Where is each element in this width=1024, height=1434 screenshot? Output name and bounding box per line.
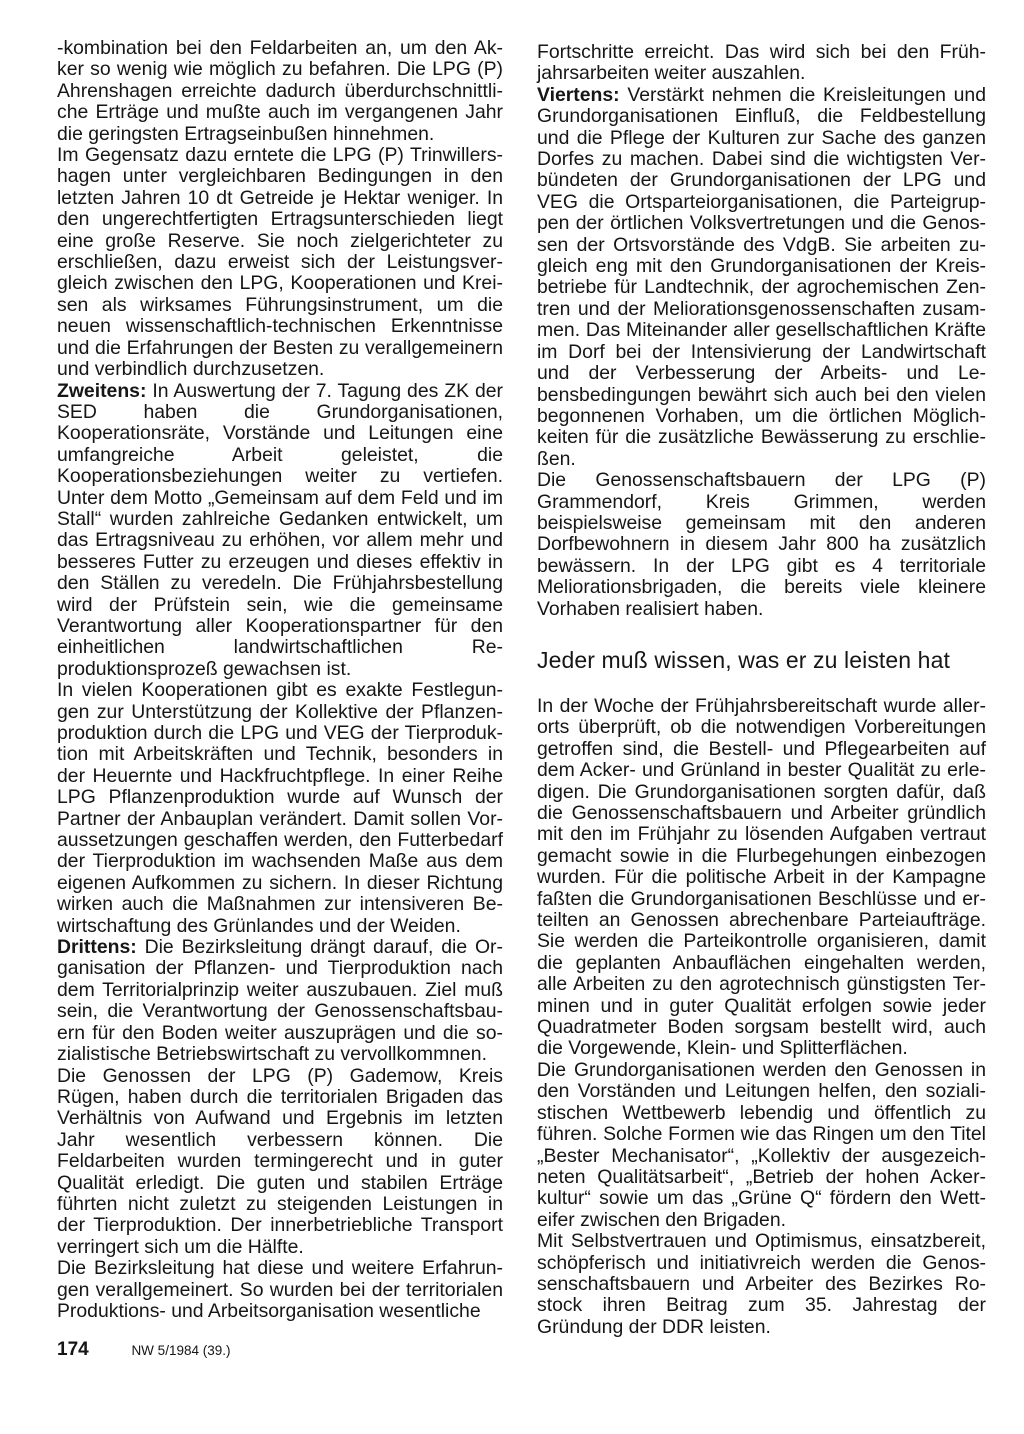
paragraph: Im Gegensatz dazu erntete die LPG (P) Trinwillershagen unter vergleichbaren Bedingungen in den letzten Jahren 10 dt Getreide je Hektar weniger. In den ungerechtfertigten Ertragsunterschieden liegt eine große Reserve. Sie noch zielgerichteter zu erschließen, dazu erweist sich der Leistungsvergleich zwischen den LPG, Kooperationen und Kreisen als wirksames Führungsinstrument, um die neuen wissenschaftlich-technischen Erkenntnisse und die Erfahrungen der Besten zu verallgemeinern und verbindlich durchzusetzen. xyxy=(57,144,503,381)
issue-reference: NW 5/1984 (39.) xyxy=(131,1343,231,1358)
paragraph xyxy=(57,381,503,681)
left-column xyxy=(57,38,503,1322)
paragraph: Die Grundorganisationen werden den Genossen in den Vorständen und Leitungen helfen, den sozialistischen Wettbewerb lebendig und öffentlich zu führen. Solche Formen wie das Ringen um den Titel „Bester Mechanisator“, „Kollektiv der ausgezeichneten Qualitätsarbeit“, „Betrieb der hohen Ackerkultur“ sowie um das „Grüne Q“ fördern den Wetteifer zwischen den Brigaden. xyxy=(537,1058,986,1231)
paragraph-lead: Viertens: xyxy=(537,83,620,106)
paragraph: In der Woche der Frühjahrsbereitschaft wurde allerorts überprüft, ob die notwendigen Vorbereitungen getroffen sind, die Bestell- und Pflegearbeiten auf dem Acker- und Grünland in bester Qualität zu erledigen. Die Grundorganisationen sorgten dafür, daß die Genossenschaftsbauern und Arbeiter gründlich mit den im Frühjahr zu lösenden Aufgaben vertraut gemacht sowie in die Flurbegehungen einbezogen wurden. Für die politische Arbeit in der Kampagne faßten die Grundorganisationen Beschlüsse und erteilten an Genossen abrechenbare Parteiaufträge. Sie werden die Parteikontrolle organisieren, damit die geplanten Anbauflächen eingehalten werden, alle Arbeiten zu den agrotechnisch günstigsten Terminen und in guter Qualität erfolgen sowie jeder Quadratmeter Boden sorgsam bestellt wird, auch die Vorgewende, Klein- und Splitterflächen. xyxy=(537,694,986,1060)
paragraph: Die Genossenschaftsbauern der LPG (P) Grammendorf, Kreis Grimmen, werden beispielsweise gemeinsam mit den anderen Dorfbewohnern in diesem Jahr 800 ha zusätzlich bewässern. In der LPG gibt es 4 territoriale Meliorationsbrigaden, die bereits viele kleinere Vorhaben realisiert haben. xyxy=(537,469,986,620)
section-heading: Jeder muß wissen, was er zu leisten hat xyxy=(537,646,950,673)
paragraph xyxy=(537,85,986,470)
right-column xyxy=(537,42,986,1338)
paragraph: Mit Selbstvertrauen und Optimismus, einsatzbereit, schöpferisch und initiativreich werden die Genossenschaftsbauern und Arbeiter des Bezirkes Rostock ihren Beitrag zum 35. Jahrestag der Gründung der DDR leisten. xyxy=(537,1230,986,1338)
page-number: 174 xyxy=(57,1339,89,1360)
page-footer xyxy=(57,1339,230,1362)
paragraph: In vielen Kooperationen gibt es exakte Festlegungen zur Unterstützung der Kollektive der Pflanzenproduktion durch die LPG und VEG der Tierproduktion mit Arbeitskräften und Technik, besonders in der Heuernte und Hackfruchtpflege. In einer Reihe LPG Pflanzenproduktion wurde auf Wunsch der Partner der Anbauplan verändert. Damit sollen Voraussetzungen geschaffen werden, den Futterbedarf der Tierproduktion im wachsenden Maße aus dem eigenen Aufkommen zu sichern. In dieser Richtung wirken auch die Maßnahmen zur intensiveren Bewirtschaftung des Grünlandes und der Weiden. xyxy=(57,679,503,937)
paragraph-text: In Auswertung der 7. Tagung des ZK der SED haben die Grundorganisationen, Kooperationsräte, Vorstände und Leitungen eine umfangreiche Arbeit geleistet, die Kooperationsbeziehungen weiter zu vertiefen. Unter dem Motto „Gemeinsam auf dem Feld und im Stall“ wurden zahlreiche Gedanken entwickelt, um das Ertragsniveau zu erhöhen, vor allem mehr und besseres Futter zu erzeugen und dieses effektiv in den Ställen zu veredeln. Die Frühjahrsbestellung wird der Prüfstein sein, wie die gemeinsame Verantwortung aller Kooperationspartner für den einheitlichen landwirtschaftlichen Reproduktionsprozeß gewachsen ist. xyxy=(57,379,503,680)
paragraph-lead: Drittens: xyxy=(57,936,137,959)
paragraph-text: Verstärkt nehmen die Kreisleitungen und Grundorganisationen Einfluß, die Feldbestellung und die Pflege der Kulturen zur Sache des ganzen Dorfes zu machen. Dabei sind die wichtigsten Verbündeten der Grundorganisationen der LPG und VEG die Ortsparteiorganisationen, die Parteigruppen der örtlichen Volksvertretungen und die Genossen der Ortsvorstände des VdgB. Sie arbeiten zugleich eng mit den Grundorganisationen der Kreisbetriebe für Landtechnik, der agrochemischen Zentren und der Meliorationsgenossenschaften zusammen. Das Miteinander aller gesellschaftlichen Kräfte im Dorf bei der Intensivierung der Landwirtschaft und der Verbesserung der Arbeits- und Lebensbedingungen bewährt sich auch bei den vielen begonnenen Vorhaben, um die örtlichen Möglichkeiten für die zusätzliche Bewässerung zu erschließen. xyxy=(537,83,986,470)
paragraph: Die Genossen der LPG (P) Gademow, Kreis Rügen, haben durch die territorialen Brigaden das Verhältnis von Aufwand und Ergebnis im letzten Jahr wesentlich verbessern können. Die Feldarbeiten wurden termingerecht und in guter Qualität erledigt. Die guten und stabilen Erträge führten nicht zuletzt zu steigenden Leistungen in der Tierproduktion. Der innerbetriebliche Transport verringert sich um die Hälfte. xyxy=(57,1064,503,1258)
paragraph: Die Bezirksleitung hat diese und weitere Erfahrungen verallgemeinert. So wurden bei der territorialen Produktions- und Arbeitsorganisation wesentliche xyxy=(57,1257,503,1322)
paragraph: -kombination bei den Feldarbeiten an, um den Akker so wenig wie möglich zu befahren. Die LPG (P) Ahrenshagen erreichte dadurch überdurchschnittliche Erträge und mußte auch im vergangenen Jahr die geringsten Ertragseinbußen hinnehmen. xyxy=(57,37,503,145)
paragraph-lead: Zweitens: xyxy=(57,379,147,402)
paragraph-text: Die Bezirksleitung drängt darauf, die Organisation der Pflanzen- und Tierproduktion nach dem Territorialprinzip weiter auszubauen. Ziel muß sein, die Verantwortung der Genossenschaftsbauern für den Boden weiter auszuprägen und die sozialistische Betriebswirtschaft zu vervollkommnen. xyxy=(57,936,503,1066)
paragraph: Fortschritte erreicht. Das wird sich bei den Frühjahrsarbeiten weiter auszahlen. xyxy=(537,41,986,85)
paragraph xyxy=(57,937,503,1065)
